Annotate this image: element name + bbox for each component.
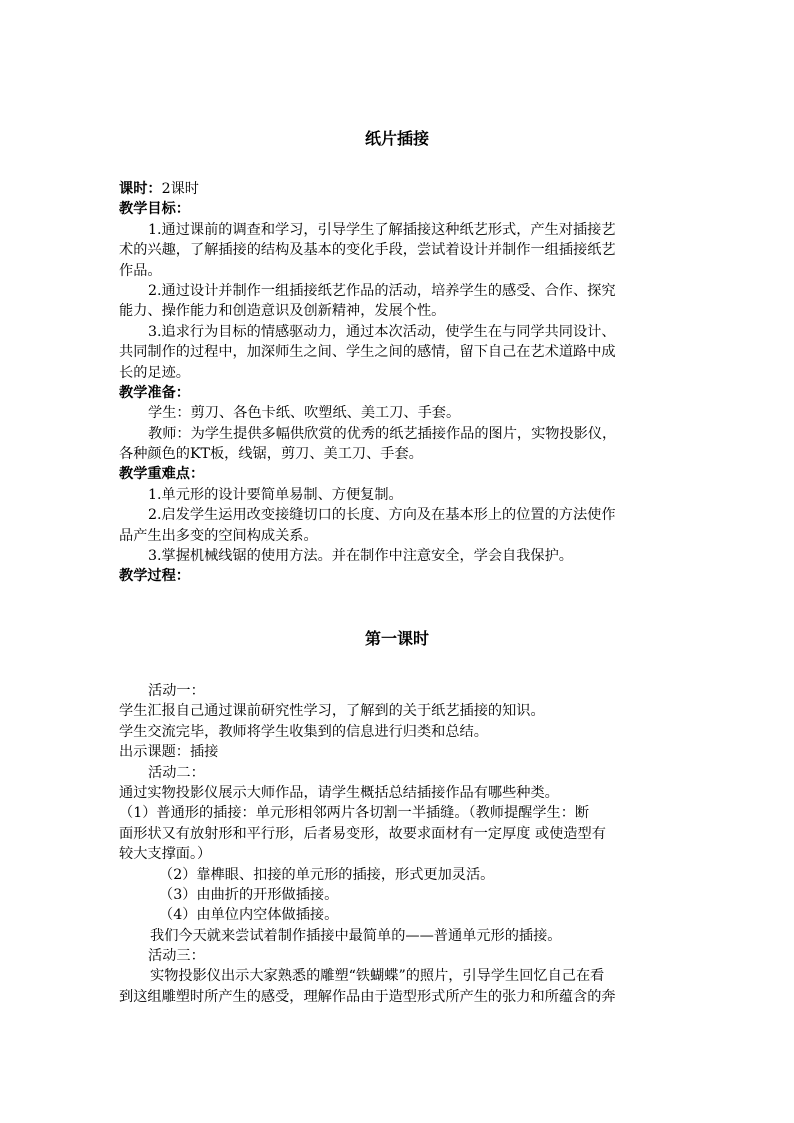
lesson-header-block — [119, 179, 659, 587]
class-hours-line — [119, 179, 659, 199]
process-heading: 教学过程： — [119, 568, 190, 585]
goal-3-line-3: 长的足迹。 — [119, 364, 190, 381]
activity-1-line-3: 出示课题：插接 — [119, 744, 219, 761]
preparation-teacher-line-2: 各种颜色的KT板，线锯，剪刀、美工刀、手套。 — [119, 446, 423, 463]
preparation-heading: 教学准备： — [119, 384, 190, 401]
item-1-line-2: 面形状又有放射形和平行形，后者易变形，故要求面材有一定厚度 或使造型有 — [119, 825, 606, 842]
section-title: 第一课时 — [364, 629, 429, 648]
activity-3-line-2: 到这组雕塑时所产生的感受，理解作品由于造型形式所产生的张力和所蕴含的奔 — [119, 988, 616, 1005]
key-points-heading: 教学重难点： — [119, 466, 205, 483]
activity-1-line-2: 学生交流完毕，教师将学生收集到的信息进行归类和总结。 — [119, 723, 488, 740]
item-1-line-3: 较大支撑面。） — [119, 846, 212, 863]
key-point-2-line-1: 2.启发学生运用改变接缝切口的长度、方向及在基本形上的位置的方法使作 — [148, 507, 616, 524]
preparation-student: 学生：剪刀、各色卡纸、吹塑纸、美工刀、手套。 — [148, 405, 461, 422]
goal-1-line-3: 作品。 — [119, 262, 162, 279]
goal-2-line-2: 能力、操作能力和创造意识及创新精神，发展个性。 — [119, 303, 446, 320]
activity-1-line-1: 学生汇报自己通过课前研究性学习，了解到的关于纸艺插接的知识。 — [119, 703, 545, 720]
class-hours-value: 2课时 — [161, 181, 199, 197]
goal-2-line-1: 2.通过设计并制作一组插接纸艺作品的活动，培养学生的感受、合作、探究 — [148, 282, 616, 299]
key-point-2-line-2: 品产生出多变的空间构成关系。 — [119, 527, 318, 544]
class-hours-label: 课时： — [119, 181, 162, 197]
key-point-3: 3.掌握机械线锯的使用方法。并在制作中注意安全，学会自我保护。 — [148, 548, 573, 565]
item-4: （4）由单位内空体做插接。 — [159, 907, 339, 924]
goal-3-line-1: 3.追求行为目标的情感驱动力，通过本次活动，使学生在与同学共同设计、 — [148, 323, 616, 340]
preparation-teacher-line-1: 教师：为学生提供多幅供欣赏的优秀的纸艺插接作品的图片，实物投影仪， — [148, 425, 617, 442]
item-3: （3）由曲折的开形做插接。 — [159, 886, 339, 903]
item-2: （2）靠榫眼、扣接的单元形的插接，形式更加灵活。 — [159, 866, 495, 883]
activity-2-line-2: 我们今天就来尝试着制作插接中最简单的——普通单元形的插接。 — [150, 927, 562, 944]
goal-1-line-1: 1.通过课前的调查和学习，引导学生了解插接这种纸艺形式，产生对插接艺 — [148, 221, 616, 238]
activity-3-heading: 活动三： — [148, 948, 205, 965]
lesson-body-block — [119, 681, 659, 1007]
activity-3-line-1: 实物投影仪出示大家熟悉的雕塑“铁蝴蝶”的照片，引导学生回忆自己在看 — [150, 968, 605, 985]
goals-heading: 教学目标： — [119, 201, 190, 218]
activity-2-heading: 活动二： — [148, 764, 205, 781]
key-point-1: 1.单元形的设计要简单易制、方便复制。 — [148, 486, 403, 503]
goal-1-line-2: 术的兴趣，了解插接的结构及基本的变化手段，尝试着设计并制作一组插接纸艺 — [119, 242, 616, 259]
document-title: 纸片插接 — [364, 129, 429, 148]
goal-3-line-2: 共同制作的过程中，加深师生之间、学生之间的感情，留下自己在艺术道路中成 — [119, 344, 616, 361]
item-1-line-1: （1）普通形的插接：单元形相邻两片各切割一半插缝。（教师提醒学生：断 — [119, 805, 590, 822]
activity-2-line-1: 通过实物投影仪展示大师作品，请学生概括总结插接作品有哪些种类。 — [119, 784, 559, 801]
activity-1-heading: 活动一： — [148, 683, 205, 699]
